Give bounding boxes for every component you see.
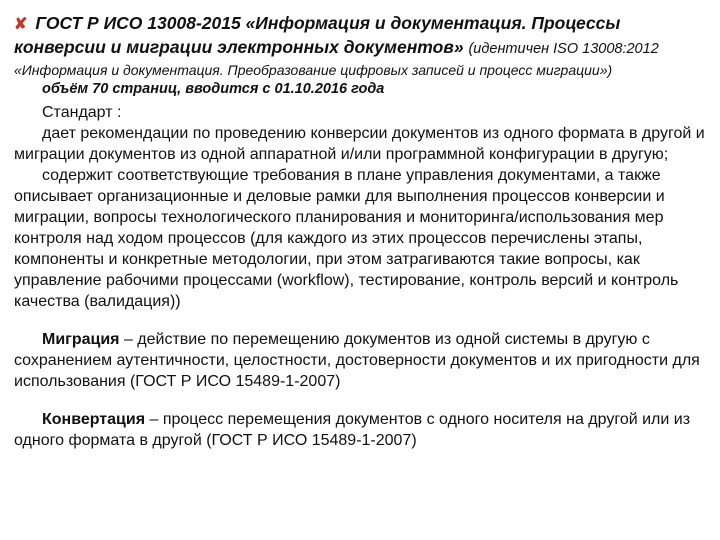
header — [14, 12, 714, 99]
subtitle: «Информация и документация. Преобразование цифровых записей и процесс миграции») — [14, 62, 613, 78]
standard-label: Стандарт : — [42, 104, 122, 121]
title-text-2: конверсии и миграции электронных документов» — [14, 37, 464, 57]
volume-info: объём 70 страниц, вводится с 01.10.2016 года — [42, 81, 385, 97]
title-line-1 — [14, 12, 714, 36]
paragraph-1: дает рекомендации по проведению конверсии документов из одного формата в другой и миграции документов из одной аппаратной и/или программной конфигурации в другую; — [14, 125, 705, 163]
spacer — [14, 392, 714, 409]
paragraph-2: содержит соответствующие требования в плане управления документами, а также описывает организационные и деловые рамки для выполнения процессов конверсии и миграции, вопросы технологического планирования и мониторинга/использования мер контроля над ходом процессов (для каждого из этих процессов перечислены этапы, компоненты и конкретные методологии, при этом затрагиваются такие вопросы, как управление рабочими процессами (workflow), тестирование, контроль версий и контроль качества (валидация)) — [14, 167, 679, 310]
bullet-x-icon: ✘ — [14, 16, 28, 33]
spacer — [14, 312, 714, 329]
title-text-1: ГОСТ Р ИСО 13008-2015 «Информация и документация. Процессы — [35, 13, 621, 33]
conversion-text: – процесс перемещения документов с одного носителя на другой или из одного формата в другой (ГОСТ Р ИСО 15489-1-2007) — [14, 411, 691, 449]
conversion-term: Конвертация — [42, 411, 146, 428]
body-text — [14, 102, 714, 451]
title-line-2 — [14, 36, 714, 60]
conversion-definition — [14, 409, 714, 451]
identical-note: (идентичен ISO 13008:2012 — [468, 41, 659, 57]
migration-text: – действие по перемещению документов из одной системы в другую с сохранением аутентичности, целостности, достоверности документов и их пригодности для использования (ГОСТ Р ИСО 15489-1-2007) — [14, 331, 700, 390]
migration-definition — [14, 329, 714, 392]
migration-term: Миграция — [42, 331, 120, 348]
